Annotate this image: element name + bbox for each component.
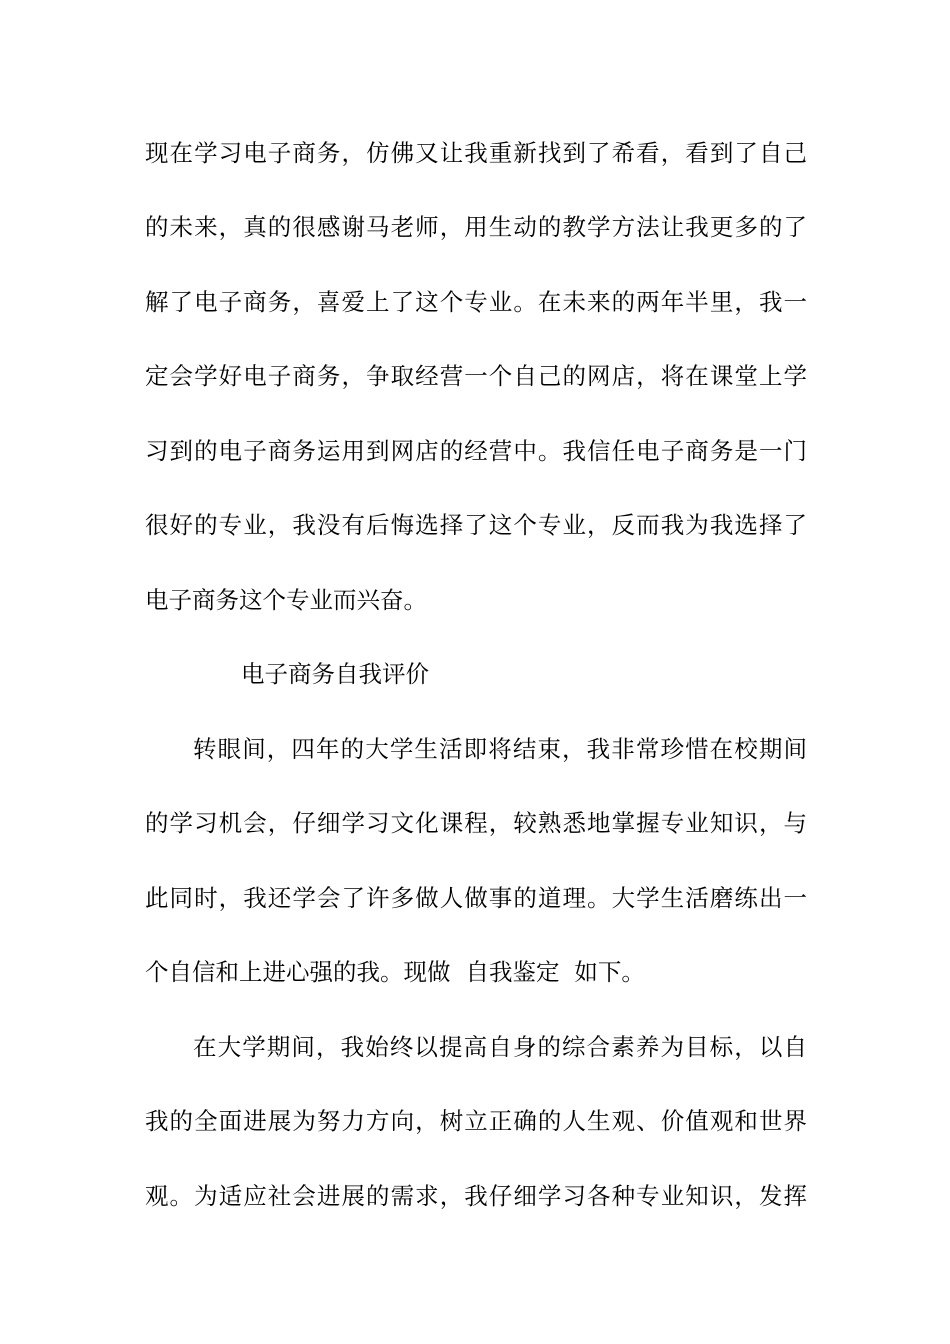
paragraph-2-line-1: 转眼间，四年的大学生活即将结束，我非常珍惜在校期间 bbox=[193, 735, 807, 763]
paragraph-1-line-1: 现在学习电子商务，仿佛又让我重新找到了希看，看到了自己 bbox=[145, 139, 807, 167]
paragraph-3-line-3: 观。为适应社会进展的需求，我仔细学习各种专业知识，发挥 bbox=[145, 1182, 807, 1210]
section-heading: 电子商务自我评价 bbox=[241, 660, 429, 688]
paragraph-1-line-6: 很好的专业，我没有后悔选择了这个专业，反而我为我选择了 bbox=[145, 511, 807, 539]
paragraph-1-line-2: 的未来，真的很感谢马老师，用生动的教学方法让我更多的了 bbox=[145, 213, 807, 241]
paragraph-1-line-5: 习到的电子商务运用到网店的经营中。我信任电子商务是一门 bbox=[145, 437, 807, 465]
paragraph-3-line-1: 在大学期间，我始终以提高自身的综合素养为目标，以自 bbox=[193, 1033, 807, 1061]
paragraph-1-line-4: 定会学好电子商务，争取经营一个自己的网店，将在课堂上学 bbox=[145, 362, 807, 390]
paragraph-2-line-4: 个自信和上进心强的我。现做 自我鉴定 如下。 bbox=[145, 958, 645, 986]
paragraph-1-line-3: 解了电子商务，喜爱上了这个专业。在未来的两年半里，我一 bbox=[145, 288, 807, 316]
paragraph-2-line-3: 此同时，我还学会了许多做人做事的道理。大学生活磨练出一 bbox=[145, 884, 807, 912]
paragraph-3-line-2: 我的全面进展为努力方向，树立正确的人生观、价值观和世界 bbox=[145, 1107, 807, 1135]
paragraph-1-line-7: 电子商务这个专业而兴奋。 bbox=[145, 586, 427, 614]
paragraph-2-line-2: 的学习机会，仔细学习文化课程，较熟悉地掌握专业知识，与 bbox=[145, 809, 807, 837]
